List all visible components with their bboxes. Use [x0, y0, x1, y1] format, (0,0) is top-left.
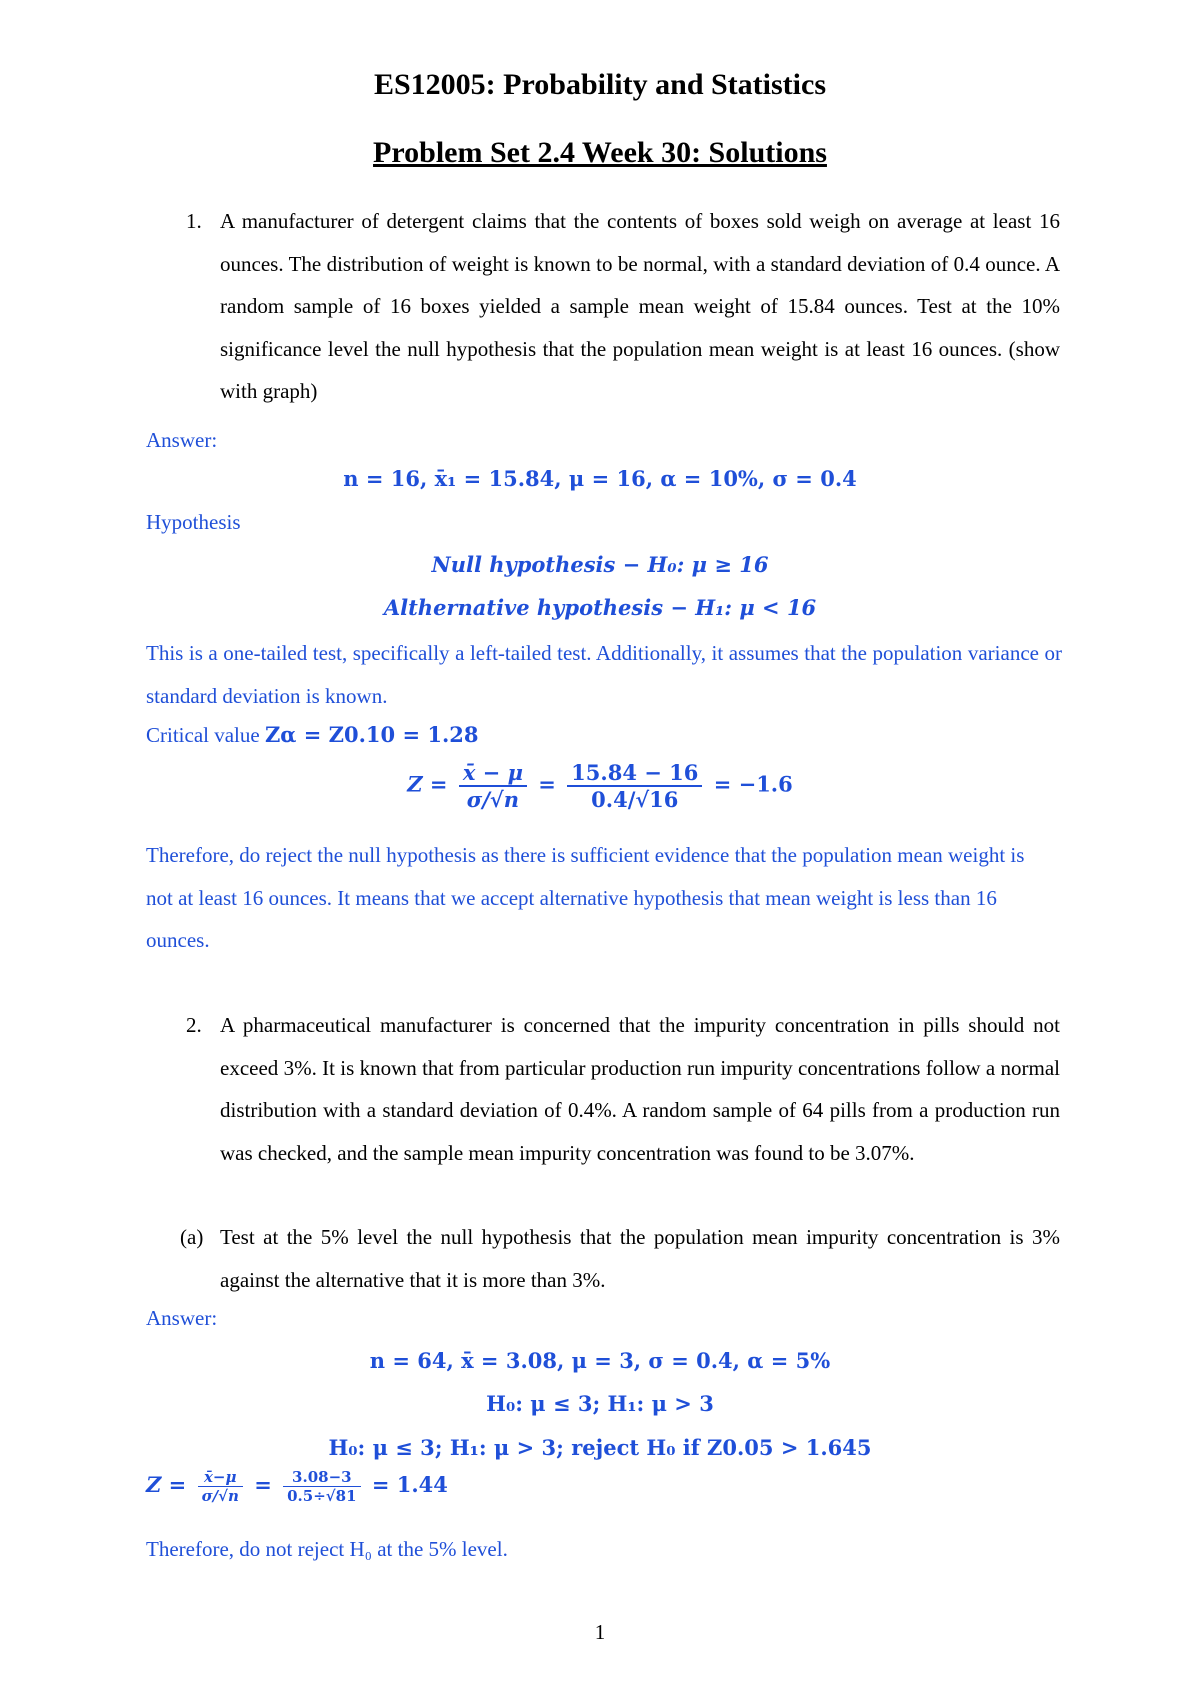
q1-z-result: = −1.6	[713, 771, 793, 797]
q1-conclusion: Therefore, do reject the null hypothesis as there is sufficient evidence that the population mean weight is not at least 16 ounces. It means that we accept alternative hypothesis that mean weight is less than 16 ounces.	[146, 843, 1025, 952]
q2-z-frac1-num: x̄−μ	[198, 1468, 243, 1487]
q2-part-a-label: (a)	[180, 1225, 204, 1249]
q2-answer-label: Answer:	[146, 1306, 218, 1330]
page-number: 1	[594, 1620, 606, 1644]
q1-z-fraction-symbolic	[459, 760, 527, 812]
q1-null-hypothesis: Null hypothesis − H₀: μ ≥ 16	[431, 552, 769, 577]
q1-z-lhs: Z =	[407, 771, 448, 797]
q1-critical-row	[146, 722, 479, 748]
q1-critical-expr: Zα = Z0.10 = 1.28	[264, 722, 479, 747]
q2-hypotheses: H₀: μ ≤ 3; H₁: μ > 3	[486, 1391, 714, 1416]
q2-number: 2.	[186, 1013, 202, 1037]
q1-z-formula	[0, 760, 1200, 812]
q1-z-fraction-numeric	[567, 760, 702, 812]
q1-tail-note: This is a one-tailed test, specifically a left-tailed test. Additionally, it assumes that the population variance or standard deviation is known.	[146, 641, 1062, 708]
q2-given: n = 64, x̄ = 3.08, μ = 3, σ = 0.4, α = 5%	[369, 1348, 831, 1373]
q1-z-frac1-num: x̄ − μ	[459, 760, 527, 787]
q1-critical-label: Critical value	[146, 723, 260, 747]
q2-z-lhs: Z =	[146, 1472, 187, 1497]
q1-z-eq: =	[538, 771, 556, 797]
q2-part-a-text: Test at the 5% level the null hypothesis that the population mean impurity concentration is 3% against the alternative that it is more than 3%.	[220, 1225, 1060, 1292]
q2-z-frac2-den: 0.5÷√81	[287, 1487, 357, 1505]
q2-z-eq: =	[254, 1472, 272, 1497]
q1-alt-hypothesis: Althernative hypothesis − H₁: μ < 16	[383, 595, 817, 620]
course-title: ES12005: Probability and Statistics	[373, 68, 826, 101]
q2-z-formula	[146, 1468, 448, 1505]
q1-z-frac2-den: 0.4/√16	[591, 787, 679, 812]
q2-z-frac2-num: 3.08−3	[283, 1468, 360, 1487]
q1-number: 1.	[186, 209, 202, 233]
q1-z-frac2-num: 15.84 − 16	[567, 760, 702, 787]
q2-z-frac1-den: σ/√n	[201, 1487, 239, 1505]
q1-text: A manufacturer of detergent claims that the contents of boxes sold weigh on average at least 16 ounces. The distribution of weight is known to be normal, with a standard deviation of 0.4 ounce. A random sample of 16 boxes yielded a sample mean weight of 15.84 ounces. Test at the 10% significance level the null hypothesis that the population mean weight is at least 16 ounces. (show with graph)	[220, 209, 1060, 403]
q1-given: n = 16, x̄₁ = 15.84, μ = 16, α = 10%, σ = 0.4	[343, 466, 857, 491]
q1-hypothesis-label: Hypothesis	[146, 510, 241, 534]
q2-z-fraction-symbolic	[198, 1468, 243, 1505]
q1-z-frac1-den: σ/√n	[466, 787, 519, 812]
q2-z-result: = 1.44	[371, 1472, 448, 1497]
q2-conclusion: Therefore, do not reject H₀ at the 5% level.	[146, 1537, 508, 1561]
q1-answer-label: Answer:	[146, 428, 218, 452]
q2-text: A pharmaceutical manufacturer is concerned that the impurity concentration in pills should not exceed 3%. It is known that from particular production run impurity concentrations follow a normal distribution with a standard deviation of 0.4%. A random sample of 64 pills from a production run was checked, and the sample mean impurity concentration was found to be 3.07%.	[220, 1013, 1060, 1165]
q2-z-fraction-numeric	[283, 1468, 360, 1505]
q2-hypotheses-rule: H₀: μ ≤ 3; H₁: μ > 3; reject H₀ if Z0.05 > 1.645	[328, 1435, 872, 1460]
problem-set-title: Problem Set 2.4 Week 30: Solutions	[373, 136, 827, 169]
